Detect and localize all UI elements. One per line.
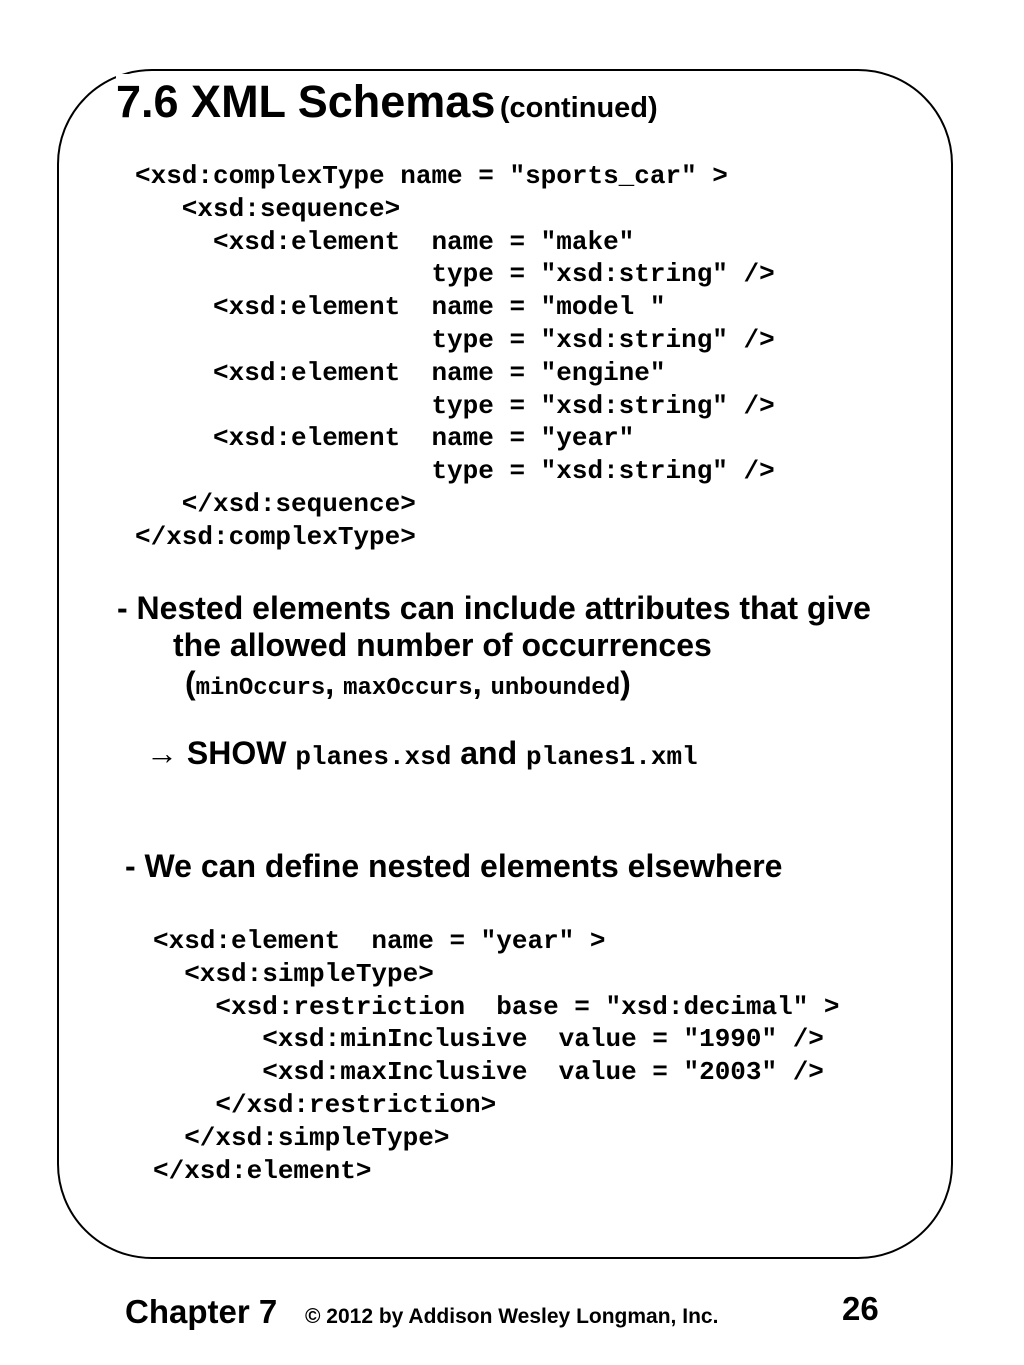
bullet-nested-attributes-line2: the allowed number of occurrences <box>173 627 712 663</box>
page-number: 26 <box>842 1290 879 1327</box>
unbounded-code: unbounded <box>490 675 621 702</box>
paren-open: ( <box>185 665 196 701</box>
show-files-line <box>146 735 698 772</box>
title-suffix: (continued) <box>499 92 658 124</box>
planes-xsd-file: planes.xsd <box>295 742 452 772</box>
planes1-xml-file: planes1.xml <box>526 742 698 772</box>
and-text: and <box>460 735 518 771</box>
footer-copyright: © 2012 by Addison Wesley Longman, Inc. <box>305 1305 719 1328</box>
show-label: SHOW <box>186 735 287 771</box>
occurrence-attributes-list <box>185 665 631 702</box>
comma-separator: , <box>325 665 344 701</box>
arrow-right-icon: → <box>146 735 178 771</box>
element-restriction-code-block: <xsd:element name = "year" > <xsd:simpleType> <xsd:restriction base = "xsd:decimal" > <xsd:minInclusive value = "1990" /> <xsd:maxInclusive value = "2003" /> </xsd:restriction> </xsd:simpleType> </xsd:element> <box>153 926 840 1186</box>
slide-title <box>116 74 664 134</box>
comma-separator: , <box>472 665 491 701</box>
paren-close: ) <box>620 665 631 701</box>
max-occurs-code: maxOccurs <box>343 675 473 702</box>
bullet-define-elsewhere: - We can define nested elements elsewhere <box>125 848 783 884</box>
title-text: 7.6 XML Schemas <box>116 76 496 127</box>
min-occurs-code: minOccurs <box>195 675 326 702</box>
bullet-nested-attributes-line1: - Nested elements can include attributes that give <box>117 590 871 626</box>
complex-type-code-block: <xsd:complexType name = "sports_car" > <xsd:sequence> <xsd:element name = "make" type = "xsd:string" /> <xsd:element name = "model " type = "xsd:string" /> <xsd:element name = "engine" type = "xsd:string" /> <xsd:element name = "year" type = "xsd:string" /> </xsd:sequence> </xsd:complexType> <box>135 161 775 552</box>
footer-chapter: Chapter 7 <box>125 1293 278 1330</box>
